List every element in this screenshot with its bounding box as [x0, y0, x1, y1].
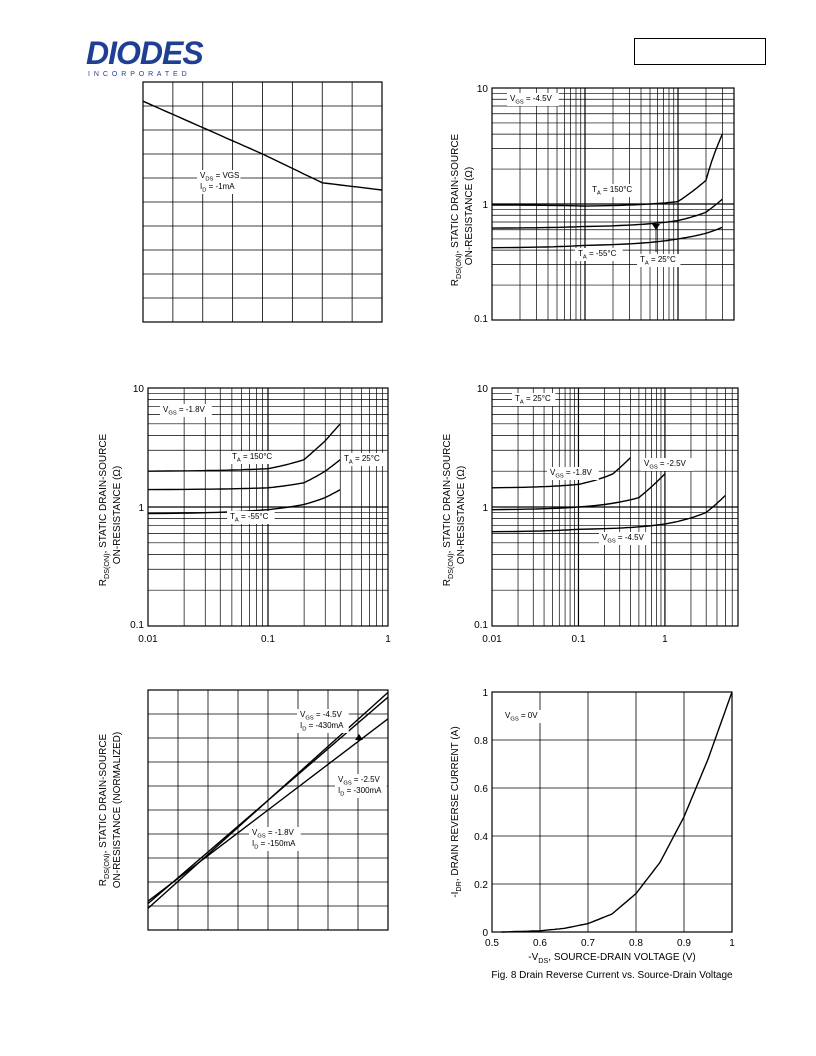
y-tick-label: 0.4	[474, 832, 488, 843]
annotation: $I_D = -430mA$	[300, 721, 344, 733]
y-tick-label: 0	[482, 928, 488, 939]
annotation: $V_{GS} = -1.8V$	[163, 405, 205, 417]
y-tick-label: 0.8	[474, 736, 488, 747]
annotation-arrow	[355, 734, 363, 740]
y-axis-label: $-I_{DR}$, DRAIN REVERSE CURRENT (A)	[450, 726, 463, 898]
y-tick-label: 0.1	[474, 314, 488, 325]
y-axis-label: $R_{DS(ON)}$, STATIC DRAIN-SOURCE	[98, 733, 111, 887]
x-tick-label: 0.01	[138, 634, 158, 645]
y-axis-label: ON-RESISTANCE (Ω)	[464, 166, 475, 266]
annotation: $V_{GS} = -1.8V$	[252, 828, 294, 840]
chart-6	[450, 688, 735, 981]
y-axis-label: ON-RESISTANCE (NORMALIZED)	[112, 731, 123, 889]
annotation: $I_D = -1mA$	[200, 182, 235, 194]
y-tick-label: 1	[482, 503, 488, 514]
x-tick-label: 1	[662, 634, 668, 645]
annotation: $V_{GS} = -4.5V$	[510, 94, 552, 106]
chart-1	[143, 82, 382, 322]
annotation: $V_{GS} = -4.5V$	[300, 710, 342, 722]
annotation: $V_{GS} = 0V$	[505, 711, 538, 723]
y-axis-label: $R_{DS(ON)}$, STATIC DRAIN-SOURCE	[450, 133, 463, 287]
chart-3	[98, 384, 391, 645]
annotation: $V_{GS} = -1.8V$	[550, 468, 592, 480]
annotation: $T_A = 25^\circ C$	[515, 394, 551, 406]
y-tick-label: 0.1	[474, 620, 488, 631]
figure-caption: Fig. 8 Drain Reverse Current vs. Source-Drain Voltage	[491, 970, 733, 981]
annotation: $T_A = -55^\circ C$	[230, 512, 269, 524]
annotation: $T_A = 150^\circ C$	[592, 185, 633, 197]
annotation: $I_D = -150mA$	[252, 839, 296, 851]
x-tick-label: 1	[385, 634, 391, 645]
x-tick-label: 1	[729, 938, 735, 949]
logo-subtext: I N C O R P O R A T E D	[88, 71, 188, 78]
plot-frame	[492, 692, 732, 932]
x-tick-label: 0.8	[629, 938, 643, 949]
annotation: $V_{GS} = -4.5V$	[602, 533, 644, 545]
series-line	[148, 460, 340, 490]
x-tick-label: 0.01	[482, 634, 502, 645]
y-tick-label: 10	[476, 384, 488, 395]
annotation-arrow	[652, 224, 660, 230]
annotation: $T_A = -55^\circ C$	[578, 249, 617, 261]
y-tick-label: 0.1	[130, 620, 144, 631]
x-tick-label: 0.6	[533, 938, 547, 949]
series-line	[148, 424, 340, 471]
series-line	[502, 692, 732, 932]
y-tick-label: 0.2	[474, 880, 488, 891]
series-line	[148, 490, 340, 514]
annotation: $V_{GS} = -2.5V$	[338, 775, 380, 787]
annotation: $T_A = 150^\circ C$	[232, 452, 273, 464]
x-tick-label: 0.1	[261, 634, 275, 645]
annotation: $V_{DS}$ = VGS	[200, 171, 240, 183]
y-axis-label: $R_{DS(ON)}$, STATIC DRAIN-SOURCE	[98, 433, 111, 587]
y-axis-label: ON-RESISTANCE (Ω)	[112, 465, 123, 565]
chart-5	[98, 690, 388, 930]
annotation: $V_{GS} = -2.5V$	[644, 459, 686, 471]
series-line	[492, 227, 722, 247]
x-tick-label: 0.5	[485, 938, 499, 949]
y-tick-label: 1	[482, 200, 488, 211]
y-axis-label: ON-RESISTANCE (Ω)	[456, 465, 467, 565]
x-axis-label: $-V_{DS}$, SOURCE-DRAIN VOLTAGE (V)	[528, 952, 696, 965]
annotation: $T_A = 25^\circ C$	[344, 454, 380, 466]
logo-text: DIODES	[86, 35, 203, 71]
x-tick-label: 0.9	[677, 938, 691, 949]
y-tick-label: 1	[482, 688, 488, 699]
annotation: $T_A = 25^\circ C$	[640, 255, 676, 267]
series-line	[492, 496, 725, 532]
x-tick-label: 0.1	[571, 634, 586, 645]
y-tick-label: 0.6	[474, 784, 488, 795]
chart-4	[442, 384, 738, 645]
annotation: $I_D = -300mA$	[338, 786, 382, 798]
chart-2	[450, 84, 734, 325]
x-tick-label: 0.7	[581, 938, 595, 949]
y-tick-label: 10	[476, 84, 488, 95]
y-tick-label: 10	[132, 384, 144, 395]
y-tick-label: 1	[138, 503, 144, 514]
y-axis-label: $R_{DS(ON)}$, STATIC DRAIN-SOURCE	[442, 433, 455, 587]
